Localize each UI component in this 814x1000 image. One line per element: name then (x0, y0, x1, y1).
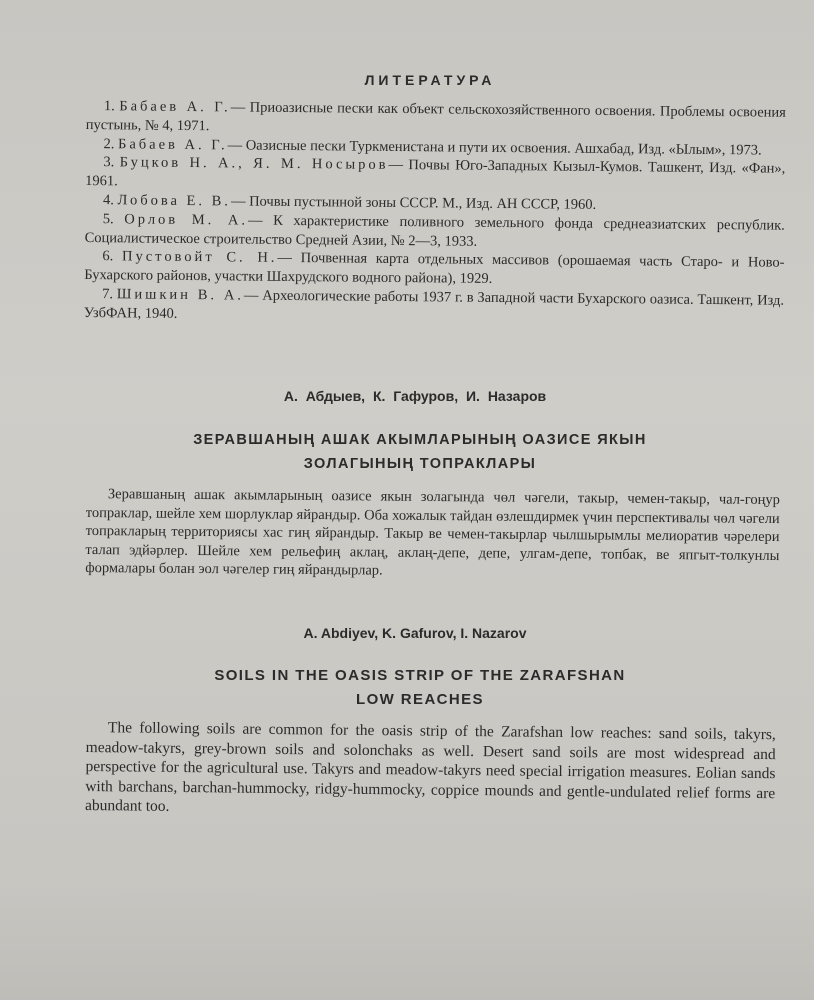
reference-number: 3. (103, 154, 115, 171)
title-line: LOW REACHES (356, 691, 484, 708)
reference-text: — К характеристике поливного земельного фонда среднеазиатских республик. Социалистическое строительство Средней Азии, № 2—3, 1933. (84, 212, 785, 250)
literature-heading: ЛИТЕРАТУРА (364, 72, 496, 88)
reference-author: Шишкин В. А. (116, 286, 245, 304)
reference-number: 6. (102, 248, 114, 265)
reference-number: 5. (102, 210, 114, 228)
turkmen-article-title (0, 428, 814, 476)
reference-text: — Оазисные пески Туркменистана и пути их освоения. Ашхабад, Изд. «Ылым», 1973. (227, 136, 762, 159)
reference-author: Пустовойт С. Н. (121, 248, 278, 267)
reference-number: 1. (103, 98, 115, 115)
reference-author: Буцков Н. А., Я. М. Носыров (119, 154, 389, 174)
title-line: ЗОЛАГЫНЫҢ ТОПРАКЛАРЫ (303, 456, 537, 472)
reference-text: — Почвы Юго-Западных Кызыл-Кумов. Ташкент, Изд. «Фан», 1961. (85, 157, 786, 190)
english-article-authors: A. Abdiyev, K. Gafurov, I. Nazarov (303, 625, 527, 641)
reference-number: 2. (103, 135, 115, 152)
reference-author: Бабаев А. Г. (119, 98, 231, 116)
english-article-title (0, 664, 814, 712)
reference-item (84, 285, 784, 329)
reference-text: — Почвы пустынной зоны СССР. М., Изд. АН СССР, 1960. (230, 193, 597, 213)
turkmen-article-authors: А. Абдыев, К. Гафуров, И. Назаров (283, 388, 547, 404)
turkmen-abstract: Зеравшаның ашак акымларының оазисе якын золагында чөл чәгели, такыр, чемен-такыр, чал-гоңур топраклар, шейле хем шорлуклар яйрандыр. Оба хожалык тайдан өзлешдирмек үчин перспективалы чөл чәгели топракларың территориясы хас гиң яйрандыр. Такыр ве чемен-такырлар чылшырымлы мелиоратив чәрелери талап эдйәрлер. Шейле хем рельефиң аклаң, аклаң-депе, депе, улгам-депе, топбак, ве япгыт-толкунлы формалары болан эол чәгелер гиң яйрандырлар. (85, 486, 780, 579)
reference-text: — Археологические работы 1937 г. в Западной части Бухарского оазиса. Ташкент, Изд. УзбФАН, 1940. (83, 287, 785, 322)
english-abstract: The following soils are common for the oasis strip of the Zarafshan low reaches: sand soils, takyrs, meadow-takyrs, grey-brown soils and solonchaks as well. Desert sand soils are most widespread and perspective for the agricultural use. Takyrs and meadow-takyrs need special irrigation measures. Eolian sands with barchans, barchan-hummocky, ridgy-hummocky, coppice mounds and gentle-undulated relief forms are abundant too. (84, 719, 776, 815)
reference-text: — Приоазисные пески как объект сельскохозяйственного освоения. Проблемы освоения пустынь, № 4, 1971. (85, 99, 786, 134)
reference-author: Орлов М. А. (124, 211, 249, 229)
reference-number: 7. (102, 286, 114, 303)
reference-item (86, 97, 786, 141)
page-shadow (0, 880, 814, 1000)
title-line: ЗЕРАВШАНЫҢ АШАК АКЫМЛАРЫНЫҢ ОАЗИСЕ ЯКЫН (193, 432, 647, 448)
reference-text: — Почвенная карта отдельных массивов (орошаемая часть Старо- и Ново-Бухарского районов, участки Шахрудского водного района), 1929. (84, 250, 785, 288)
reference-author: Бабаев А. Г. (117, 135, 228, 153)
reference-list (84, 97, 786, 329)
reference-number: 4. (102, 192, 114, 209)
reference-author: Лобова Е. В. (117, 192, 232, 210)
title-line: SOILS IN THE OASIS STRIP OF THE ZARAFSHAN (214, 667, 626, 684)
